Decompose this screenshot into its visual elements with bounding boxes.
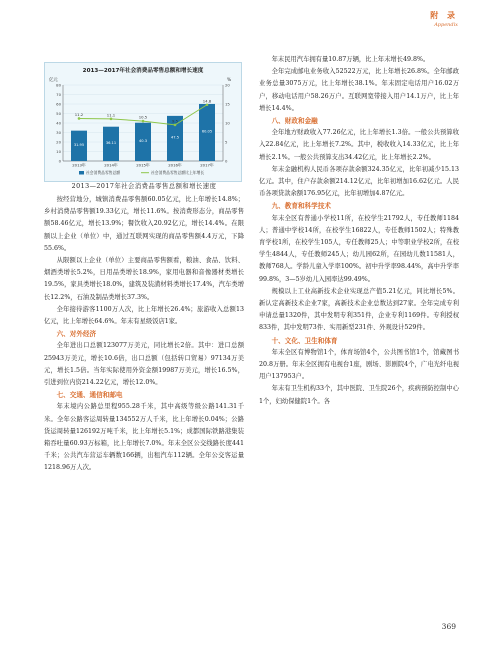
paragraph: 全年完成邮电业务收入52522万元，比上年增长26.8%。全年邮政业务总量3075万元，比上年增长38.1%。年末固定电话用户16.02万户，移动电话用户58.26万户。互联网宽带接入用户14.1万户，比上年增长14.4%。: [259, 68, 459, 112]
y-tick-label-left: 20: [56, 139, 61, 145]
x-tick-label: 2016年: [168, 162, 182, 168]
y-tick-label-right: 5: [225, 139, 228, 145]
paragraph: 年末全区有博物馆1个，体育场馆4个，公共图书馆1个，馆藏图书20.8万册。年末全区拥有电视台1座，剧场、影剧院4个，广电光纤电视用户137953户。: [259, 348, 459, 381]
header-subtitle: Appendix: [434, 22, 458, 28]
line-point: [78, 117, 81, 120]
y-tick-label-right: 15: [225, 101, 230, 107]
x-tick-label: 2017年: [200, 162, 214, 168]
paragraph: 全年地方财政收入77.26亿元，比上年增长1.3倍。一般公共预算收入22.84亿元，比上年增长7.2%。其中，税收收入14.33亿元，比上年增长2.1%。一般公共预算支出34.42亿元，比上年增长2.2%。: [259, 129, 459, 161]
y-tick-label-left: 40: [56, 120, 61, 126]
bar-label: 47.5: [170, 135, 180, 140]
x-tick-label: 2013年: [72, 162, 86, 168]
page-header: [430, 10, 458, 28]
y-tick-label-right: 20: [225, 82, 230, 88]
bar-label: 31.95: [73, 142, 85, 147]
bar-label: 36.11: [105, 140, 117, 145]
paragraph: 全年接待游客1100万人次，比上年增长26.4%；旅游收入总额13亿元，比上年增长64.6%。年末有星级饭店1家。: [44, 305, 244, 326]
paragraph: 年末全区有普通小学校11所，在校学生21792人，专任教师1184人；普通中学校14所，在校学生16822人，专任教师1502人；特殊教育学校1所，在校学生105人，专任教师25人；中等职业学校2所，在校学生4844人，专任教师245人；幼儿园62所，在园幼儿数11581人，教师768人。学龄儿童入学率100%。初中升学率98.44%，高中升学率99.8%，3—5岁幼儿入园率达99.49%。: [259, 214, 459, 283]
line-point: [110, 118, 113, 121]
retail-sales-chart: [44, 62, 242, 182]
line-label: 11.1: [106, 112, 116, 118]
y-tick-label-left: 60: [56, 101, 61, 107]
chart-svg: [45, 63, 241, 181]
line-label: 11.2: [74, 111, 84, 117]
paragraph: 年末有卫生机构33个，其中医院、卫生院26个，疾病预防控制中心1个，妇幼保健院1个。各: [259, 385, 459, 405]
legend-bar-label: 社会消费品零售总额: [86, 170, 121, 175]
x-tick-label: 2015年: [136, 162, 150, 168]
paragraph: 规模以上工业高新技术企业实现总产值5.21亿元，同比增长5%。新认定高新技术企业7家，高新技术企业总数达到27家。全年完成专利申请总量1320件，其中发明专利351件，企业专利1169件。专利授权833件，其中发明73件、实用新型231件、外观设计529件。: [259, 287, 459, 332]
line-point: [206, 103, 209, 106]
legend-bar-swatch: [79, 171, 84, 175]
right-column: [259, 54, 459, 408]
paragraph: 从限额以上企业（单位）主要商品零售额看，粮油、食品、饮料、烟酒类增长5.2%，日用品类增长18.9%，家用电器和音像器材类增长19.5%，家具类增长18.0%，建筑及装潢材料类增长17.4%，汽车类增长12.2%，石油及制品类增长37.3%。: [44, 257, 244, 301]
chart-caption: 2013—2017年社会消费品零售总额和增长速度: [71, 183, 217, 190]
paragraph: 年末金融机构人民币各项存款余额324.35亿元，比年初减少15.13亿元。其中，住户存款余额214.12亿元，比年初增加16.62亿元。人民币各项贷款余额176.95亿元，比年初增加4.87亿元。: [259, 165, 459, 198]
y-axis-label-left: 亿元: [49, 78, 58, 83]
line-point: [174, 124, 177, 127]
line-point: [142, 120, 145, 123]
header-title: 附 录: [430, 10, 458, 20]
line-label: 9.5: [171, 118, 179, 124]
section-heading: 八、财政和金融: [271, 117, 318, 126]
bar-label: 60.05: [201, 129, 213, 134]
section-heading: 九、教育和科学技术: [271, 202, 331, 211]
y-axis-label-right: %: [227, 78, 232, 83]
y-tick-label-left: 10: [56, 149, 61, 154]
y-tick-label-left: 50: [56, 111, 61, 116]
y-tick-label-left: 80: [56, 82, 61, 88]
y-tick-label-left: 70: [56, 92, 61, 97]
y-tick-label-right: 10: [225, 120, 230, 126]
section-heading: 七、交通、通信和邮电: [56, 391, 123, 400]
section-heading: 六、对外经济: [56, 330, 97, 339]
left-column: [44, 194, 244, 475]
y-tick-label-left: 30: [56, 130, 61, 135]
paragraph: 年末境内公路总里程955.28千米，其中高级等级公路141.31千米。全年公路客运周转量134552万人千米，比上年增长0.04%；公路货运周转量126192万吨千米，比上年增长5.1%；成都国际铁路港集装箱吞吐量60.93万标箱，比上年增长7.0%。年末全区公交线路长度441千米；公共汽车营运车辆数166辆，出租汽车112辆。全年公交客运量1218.96万人次。: [44, 403, 244, 472]
paragraph: 年末民用汽车拥有量10.87万辆，比上年末增长49.8%。: [271, 56, 430, 63]
paragraph: 按经营地分，城镇消费品零售额60.05亿元，比上年增长14.8%；乡村消费品零售额19.33亿元，增长11.6%。按消费形态分，商品零售额58.46亿元，增长13.9%；餐饮收入20.92亿元，增长14.4%。在限额以上企业（单位）中，通过互联网实现的商品零售额4.4万元，下降55.6%。: [44, 196, 244, 252]
line-label: 14.8: [202, 98, 212, 104]
line-label: 10.5: [138, 114, 148, 120]
chart-title: 2013—2017年社会消费品零售总额和增长速度: [82, 68, 204, 74]
y-tick-label-left: 0: [58, 158, 61, 164]
y-tick-label-right: 0: [225, 158, 228, 164]
x-tick-label: 2014年: [104, 162, 118, 168]
page-number: 369: [441, 622, 456, 631]
paragraph: 全年进出口总额123077万美元，同比增长2倍。其中：进口总额25943万美元，增长10.6倍，出口总额（包括转口贸易）97134万美元，增长1.5倍。当年实际使用外资金额19987万美元，增长16.5%，引进到位内资214.22亿元，增长12.0%。: [44, 342, 244, 387]
bar-label: 40.3: [138, 138, 148, 143]
legend-line-label: 社会消费品零售总额比上年增长: [151, 170, 205, 175]
section-heading: 十、文化、卫生和体育: [271, 336, 338, 345]
